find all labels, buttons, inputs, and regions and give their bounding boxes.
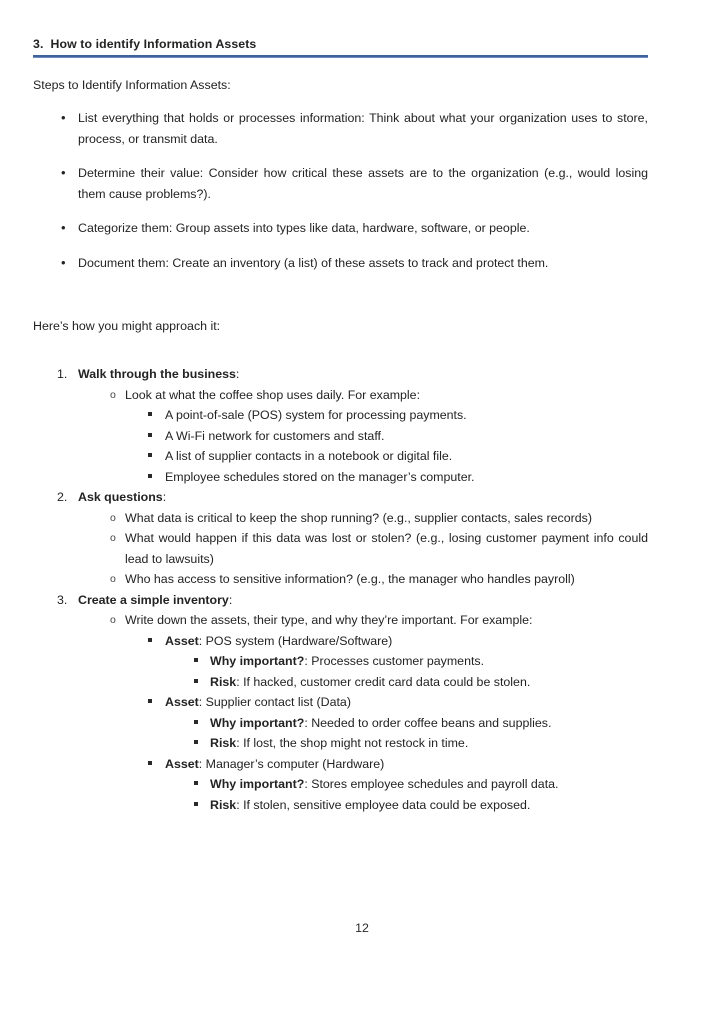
step-heading	[78, 490, 166, 504]
detail-value: : Processes customer payments.	[304, 654, 485, 668]
square-bullet-icon	[148, 412, 152, 416]
step-subitems	[78, 508, 648, 590]
square-bullet-icon	[194, 740, 198, 744]
list-item	[165, 733, 648, 754]
list-item	[125, 405, 648, 426]
list-item-text: A list of supplier contacts in a notebook or digital file.	[165, 449, 453, 463]
detail-value: : If lost, the shop might not restock in time.	[236, 736, 469, 750]
list-item-text: Document them: Create an inventory (a list) of these assets to track and protect them.	[78, 255, 549, 270]
header-divider	[33, 55, 648, 58]
detail-label: Risk	[210, 674, 237, 689]
detail-value: : If stolen, sensitive employee data could be exposed.	[236, 797, 531, 812]
list-item	[165, 651, 648, 672]
circle-bullet-icon: o	[110, 511, 116, 524]
step-heading-bold: Walk through the business	[78, 367, 236, 381]
list-item-text: Write down the assets, their type, and why they’re important. For example:	[125, 613, 533, 627]
detail-label: Why important?	[210, 777, 305, 791]
step-subitems	[78, 610, 648, 815]
square-bullet-icon	[194, 781, 198, 785]
page-title	[33, 36, 648, 52]
asset-details	[165, 651, 648, 692]
detail-label: Risk	[210, 736, 237, 750]
example-list	[125, 405, 648, 487]
square-bullet-icon	[148, 761, 152, 765]
step-subitems	[78, 385, 648, 488]
section-header	[33, 36, 648, 58]
list-item-text: A Wi-Fi network for customers and staff.	[165, 428, 385, 443]
list-item	[125, 446, 648, 467]
section-number: 3.	[33, 37, 44, 51]
circle-bullet-icon: o	[110, 614, 116, 626]
list-item-text: Categorize them: Group assets into types like data, hardware, software, or people.	[78, 221, 530, 235]
detail-value: : Needed to order coffee beans and supplies.	[304, 715, 552, 730]
asset-label: Asset	[165, 695, 199, 709]
list-item-text: Look at what the coffee shop uses daily. For example:	[125, 387, 421, 402]
asset-details	[165, 774, 648, 815]
square-bullet-icon	[194, 679, 198, 683]
numbered-outline	[33, 364, 648, 815]
circle-bullet-icon: o	[110, 573, 116, 585]
square-bullet-icon	[148, 638, 152, 642]
disc-bullet-icon: •	[61, 165, 66, 180]
list-item	[165, 672, 648, 693]
title-spacer	[43, 37, 50, 51]
detail-value: : Stores employee schedules and payroll data.	[304, 777, 559, 791]
list-item	[78, 508, 648, 529]
list-item	[165, 713, 648, 734]
outline-step	[33, 487, 648, 590]
detail-label: Risk	[210, 797, 237, 812]
step-number: 3.	[57, 592, 68, 607]
list-item-text: Employee schedules stored on the manager’s computer.	[165, 469, 475, 484]
asset-value: : Supplier contact list (Data)	[198, 695, 351, 709]
asset-entry	[125, 631, 648, 693]
circle-bullet-icon: o	[110, 388, 116, 401]
square-bullet-icon	[194, 658, 198, 662]
list-item	[165, 774, 648, 795]
section-title-text: How to identify Information Assets	[50, 37, 257, 51]
list-item-text: What data is critical to keep the shop running? (e.g., supplier contacts, sales records)	[125, 510, 592, 525]
step-number: 2.	[57, 490, 68, 504]
list-item	[33, 163, 648, 204]
approach-paragraph: Here’s how you might approach it:	[33, 319, 221, 333]
list-item-text: List everything that holds or processes information: Think about what your organization uses to store, process, or transmit data.	[78, 111, 648, 146]
list-item	[125, 426, 648, 447]
square-bullet-icon	[148, 453, 152, 457]
steps-bullet-list	[33, 108, 648, 273]
detail-label: Why important?	[210, 715, 305, 730]
list-item	[33, 253, 648, 274]
step-heading-bold: Create a simple inventory	[78, 592, 229, 607]
page-number: 12	[355, 921, 369, 935]
asset-value: : POS system (Hardware/Software)	[198, 633, 393, 648]
asset-label: Asset	[165, 756, 199, 771]
list-item	[33, 218, 648, 239]
square-bullet-icon	[148, 433, 152, 437]
outline-step	[33, 364, 648, 487]
list-item-text: Who has access to sensitive information? (e.g., the manager who handles payroll)	[125, 572, 575, 586]
list-item	[165, 795, 648, 816]
intro-paragraph: Steps to Identify Information Assets:	[33, 78, 231, 92]
list-item	[33, 108, 648, 149]
step-heading-tail: :	[235, 367, 240, 381]
asset-inventory-list	[125, 631, 648, 816]
circle-bullet-icon: o	[110, 532, 116, 544]
list-item	[78, 385, 648, 488]
disc-bullet-icon: •	[61, 110, 66, 125]
step-heading-bold: Ask questions	[78, 490, 163, 504]
square-bullet-icon	[148, 699, 152, 703]
step-number: 1.	[57, 367, 68, 381]
outline-step	[33, 590, 648, 816]
asset-details	[165, 713, 648, 754]
disc-bullet-icon: •	[61, 220, 66, 235]
list-item	[125, 467, 648, 488]
list-item-text: Determine their value: Consider how critical these assets are to the organization (e.g., would losing them cause problems?).	[78, 166, 648, 201]
asset-label: Asset	[165, 633, 199, 648]
asset-value: : Manager’s computer (Hardware)	[198, 756, 385, 771]
asset-entry	[125, 754, 648, 816]
step-heading-tail: :	[162, 490, 167, 504]
step-heading	[78, 593, 232, 607]
document-body	[33, 76, 648, 815]
square-bullet-icon	[148, 474, 152, 478]
detail-label: Why important?	[210, 654, 305, 668]
square-bullet-icon	[194, 720, 198, 724]
list-item-text: A point-of-sale (POS) system for processing payments.	[165, 408, 467, 422]
list-item	[78, 610, 648, 815]
step-heading	[78, 367, 239, 381]
asset-entry	[125, 692, 648, 754]
step-heading-tail: :	[228, 592, 233, 607]
list-item	[78, 528, 648, 569]
square-bullet-icon	[194, 802, 198, 806]
list-item-text: What would happen if this data was lost or stolen? (e.g., losing customer payment info could lead to lawsuits)	[125, 531, 648, 566]
detail-value: : If hacked, customer credit card data could be stolen.	[236, 674, 531, 689]
list-item	[78, 569, 648, 590]
disc-bullet-icon: •	[61, 254, 66, 270]
